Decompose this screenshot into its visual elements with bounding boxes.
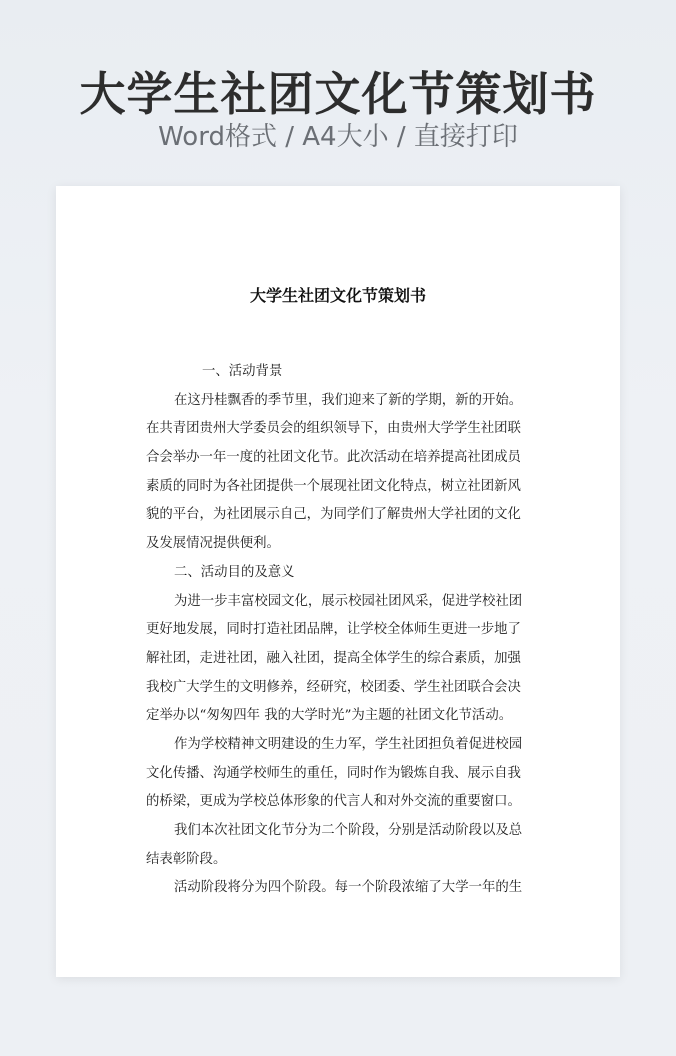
paragraph-line: 定举办以“匆匆四年 我的大学时光”为主题的社团文化节活动。 [146,708,513,724]
paragraph-line: 我校广大学生的文明修养，经研究，校团委、学生社团联合会决 [146,679,521,695]
document-title: 大学生社团文化节策划书 [249,286,426,305]
section-heading-background: 一、活动背景 [202,364,283,379]
paragraph-line: 素质的同时为各社团提供一个展现社团文化特点，树立社团新风 [146,478,521,494]
paragraph-line: 文化传播、沟通学校师生的重任，同时作为锻炼自我、展示自我 [146,765,521,781]
paragraph-line: 更好地发展，同时打造社团品牌，让学校全体师生更进一步地了 [146,622,521,638]
paragraph-line: 的桥梁，更成为学校总体形象的代言人和对外交流的重要窗口。 [146,794,521,810]
paragraph-line: 活动阶段将分为四个阶段。每一个阶段浓缩了大学一年的生 [174,880,523,896]
paragraph-line: 合会举办一年一度的社团文化节。此次活动在培养提高社团成员 [146,450,521,466]
paragraph-line: 在这丹桂飘香的季节里，我们迎来了新的学期，新的开始。 [174,392,523,408]
document-page [56,186,620,977]
paragraph-line: 作为学校精神文明建设的生力军，学生社团担负着促进校园 [174,736,523,752]
paragraph-line: 在共青团贵州大学委员会的组织领导下，由贵州大学学生社团联 [146,421,521,437]
document-body [146,358,530,903]
paragraph-line: 貌的平台，为社团展示自己，为同学们了解贵州大学社团的文化 [146,507,521,523]
paragraph-line: 及发展情况提供便利。 [146,536,280,552]
paragraph-line: 结表彰阶段。 [146,851,227,867]
paragraph-line: 为进一步丰富校园文化，展示校园社团风采，促进学校社团 [174,593,523,609]
paragraph-line: 我们本次社团文化节分为二个阶段，分别是活动阶段以及总 [174,823,523,838]
paragraph-line: 解社团，走进社团，融入社团，提高全体学生的综合素质，加强 [146,650,521,666]
section-heading-purpose: 二、活动目的及意义 [174,564,295,580]
banner-subtitle: Word格式 / A4大小 / 直接打印 [158,122,518,152]
banner-title: 大学生社团文化节策划书 [79,67,597,121]
